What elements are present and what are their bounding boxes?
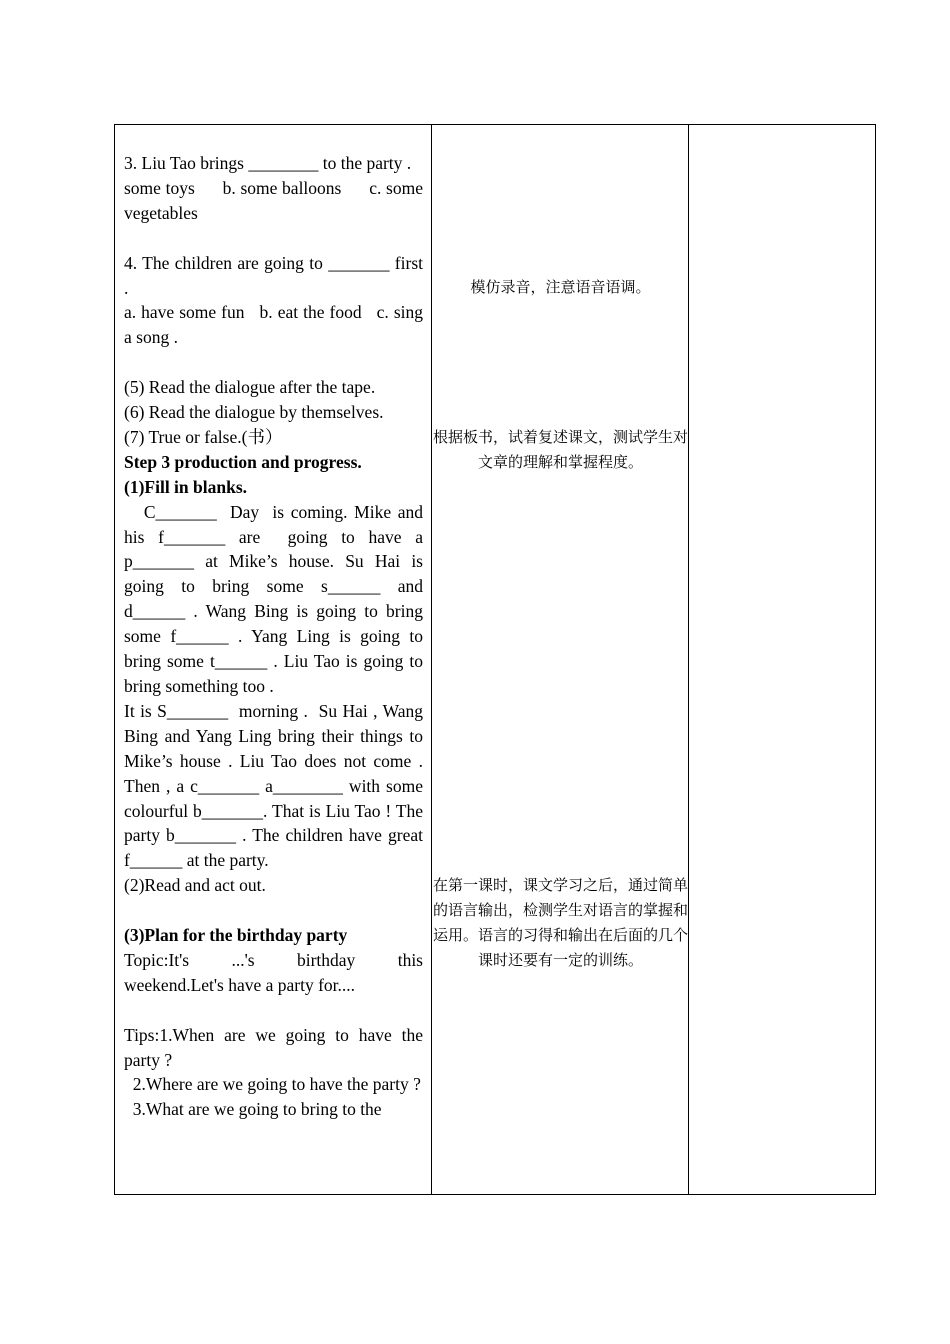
question-3: 3. Liu Tao brings ________ to the party . xyxy=(124,153,412,173)
note-language-output: 在第一课时，课文学习之后，通过简单的语言输出，检测学生对语言的掌握和运用。语言的习得和输出在后面的几个课时还要有一定的训练。 xyxy=(432,876,688,969)
step-read-after-tape: (5) Read the dialogue after the tape. xyxy=(124,377,376,398)
plan-heading: (3)Plan for the birthday party xyxy=(124,925,348,946)
tip-2: 2.Where are we going to have the party ? xyxy=(124,1074,421,1095)
question-4: 4. The children are going to _______ first . xyxy=(124,252,423,298)
teaching-procedure-column xyxy=(124,151,428,1122)
spacer xyxy=(124,998,423,1023)
tip-3: 3.What are we going to bring to the xyxy=(124,1099,382,1120)
step-true-or-false: (7) True or false.(书） xyxy=(124,426,283,447)
note-retell-text: 根据板书，试着复述课文，测试学生对文章的理解和掌握程度。 xyxy=(432,428,688,471)
fill-in-blanks-paragraph-2: It is S_______ morning . Su Hai , Wang Bing and Yang Ling bring their things to Mike’s house . Liu Tao does not come . Then , a c_______ a________ with some colourful b_______. That is Liu Tao ! The party b_______ . The children have great f______ at the party. xyxy=(124,700,428,871)
note-imitate-recording: 模仿录音，注意语音语调。 xyxy=(470,278,651,296)
question-3-options: some toys b. some balloons c. some vegetables xyxy=(124,177,428,223)
lesson-plan-table xyxy=(114,124,876,1195)
fill-in-blanks-heading: (1)Fill in blanks. xyxy=(124,476,248,497)
plan-topic: Topic:It's ...'s birthday this weekend.Let's have a party for.... xyxy=(124,949,428,995)
spacer xyxy=(124,898,423,923)
question-4-options: a. have some fun b. eat the food c. sing a song . xyxy=(124,302,428,348)
fill-in-blanks-paragraph-1: C_______ Day is coming. Mike and his f_______ are going to have a p_______ at Mike’s house. Su Hai is going to bring some s______ and d______ . Wang Bing is going to bring some f______ . Yang Ling is going to bring some t______ . Liu Tao is going to bring something too . xyxy=(124,501,428,696)
read-and-act-out: (2)Read and act out. xyxy=(124,875,266,896)
step-read-by-themselves: (6) Read the dialogue by themselves. xyxy=(124,402,384,423)
tip-1: Tips:1.When are we going to have the party ? xyxy=(124,1024,423,1070)
spacer xyxy=(124,226,423,251)
spacer xyxy=(124,350,423,375)
step-3-heading: Step 3 production and progress. xyxy=(124,451,362,472)
